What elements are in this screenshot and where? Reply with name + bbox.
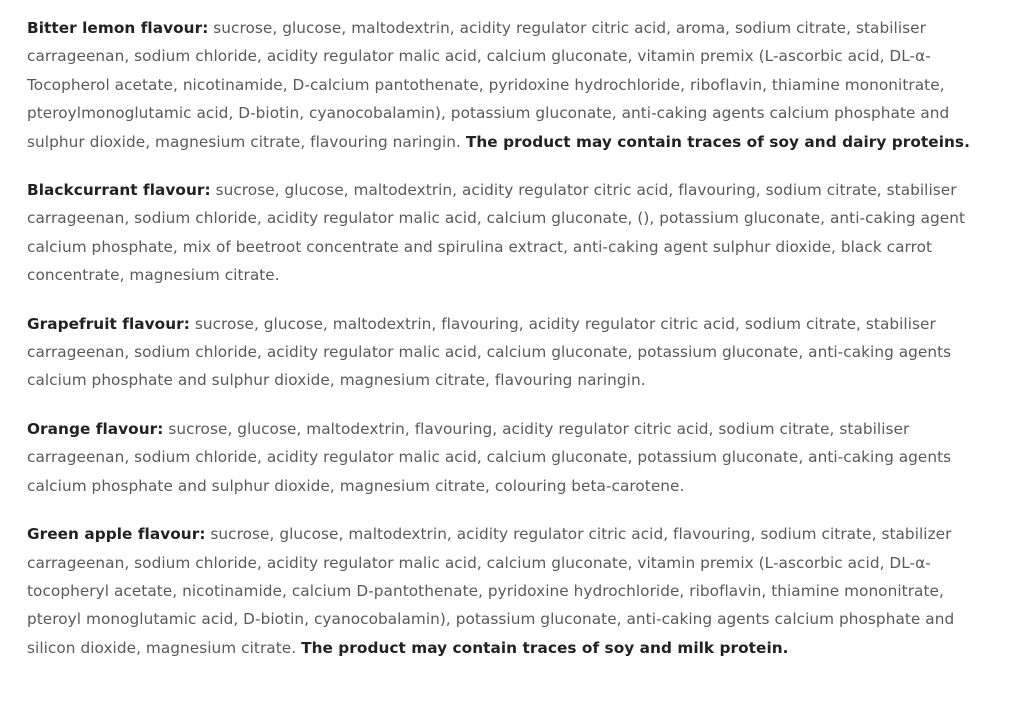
flavour-name: Blackcurrant flavour: bbox=[27, 181, 211, 200]
ingredients-list bbox=[27, 14, 999, 682]
allergen-note: The product may contain traces of soy and milk protein. bbox=[301, 638, 789, 657]
flavour-paragraph-orange bbox=[27, 415, 999, 500]
flavour-paragraph-grapefruit bbox=[27, 310, 999, 395]
flavour-name: Bitter lemon flavour: bbox=[27, 19, 209, 37]
flavour-name: Grapefruit flavour: bbox=[27, 314, 190, 333]
flavour-paragraph-blackcurrant bbox=[27, 176, 999, 290]
flavour-ingredients: sucrose, glucose, maltodextrin, flavouring, acidity regulator citric acid, sodium citrate, stabiliser carrageenan, sodium chloride, acidity regulator malic acid, calcium gluconate, potassium gluconate, anti-caking agents calcium phosphate and sulphur dioxide, magnesium citrate, colouring beta-carotene. bbox=[27, 419, 952, 495]
flavour-ingredients: sucrose, glucose, maltodextrin, acidity regulator citric acid, aroma, sodium citrate, stabiliser carrageenan, sodium chloride, acidity regulator malic acid, calcium gluconate, vitamin premix (L-ascorbic acid, DL-α-Tocopherol acetate, nicotinamide, D-calcium pantothenate, pyridoxine hydrochloride, riboflavin, thiamine mononitrate, pteroylmonoglutamic acid, D-biotin, cyanocobalamin), potassium gluconate, anti-caking agents calcium phosphate and sulphur dioxide, magnesium citrate, flavouring naringin. bbox=[27, 19, 950, 151]
allergen-note: The product may contain traces of soy and dairy proteins. bbox=[465, 132, 970, 151]
flavour-paragraph-bitter-lemon bbox=[27, 14, 999, 156]
flavour-name: Green apple flavour: bbox=[27, 525, 206, 544]
flavour-ingredients: sucrose, glucose, maltodextrin, flavouring, acidity regulator citric acid, sodium citrate, stabiliser carrageenan, sodium chloride, acidity regulator malic acid, calcium gluconate, potassium gluconate, anti-caking agents calcium phosphate and sulphur dioxide, magnesium citrate, flavouring naringin. bbox=[27, 314, 952, 390]
flavour-name: Orange flavour: bbox=[27, 419, 164, 438]
flavour-ingredients: sucrose, glucose, maltodextrin, acidity regulator citric acid, flavouring, sodium citrate, stabilizer carrageenan, sodium chloride, acidity regulator malic acid, calcium gluconate, vitamin premix (L-ascorbic acid, DL-α-tocopheryl acetate, nicotinamide, calcium D-pantothenate, pyridoxine hydrochloride, riboflavin, thiamine mononitrate, pteroyl monoglutamic acid, D-biotin, cyanocobalamin), potassium gluconate, anti-caking agents calcium phosphate and silicon dioxide, magnesium citrate. bbox=[27, 525, 955, 657]
flavour-paragraph-green-apple bbox=[27, 520, 999, 662]
flavour-ingredients: sucrose, glucose, maltodextrin, acidity regulator citric acid, flavouring, sodium citrate, stabiliser carrageenan, sodium chloride, acidity regulator malic acid, calcium gluconate, (), potassium gluconate, anti-caking agent calcium phosphate, mix of beetroot concentrate and spirulina extract, anti-caking agent sulphur dioxide, black carrot concentrate, magnesium citrate. bbox=[27, 181, 966, 285]
